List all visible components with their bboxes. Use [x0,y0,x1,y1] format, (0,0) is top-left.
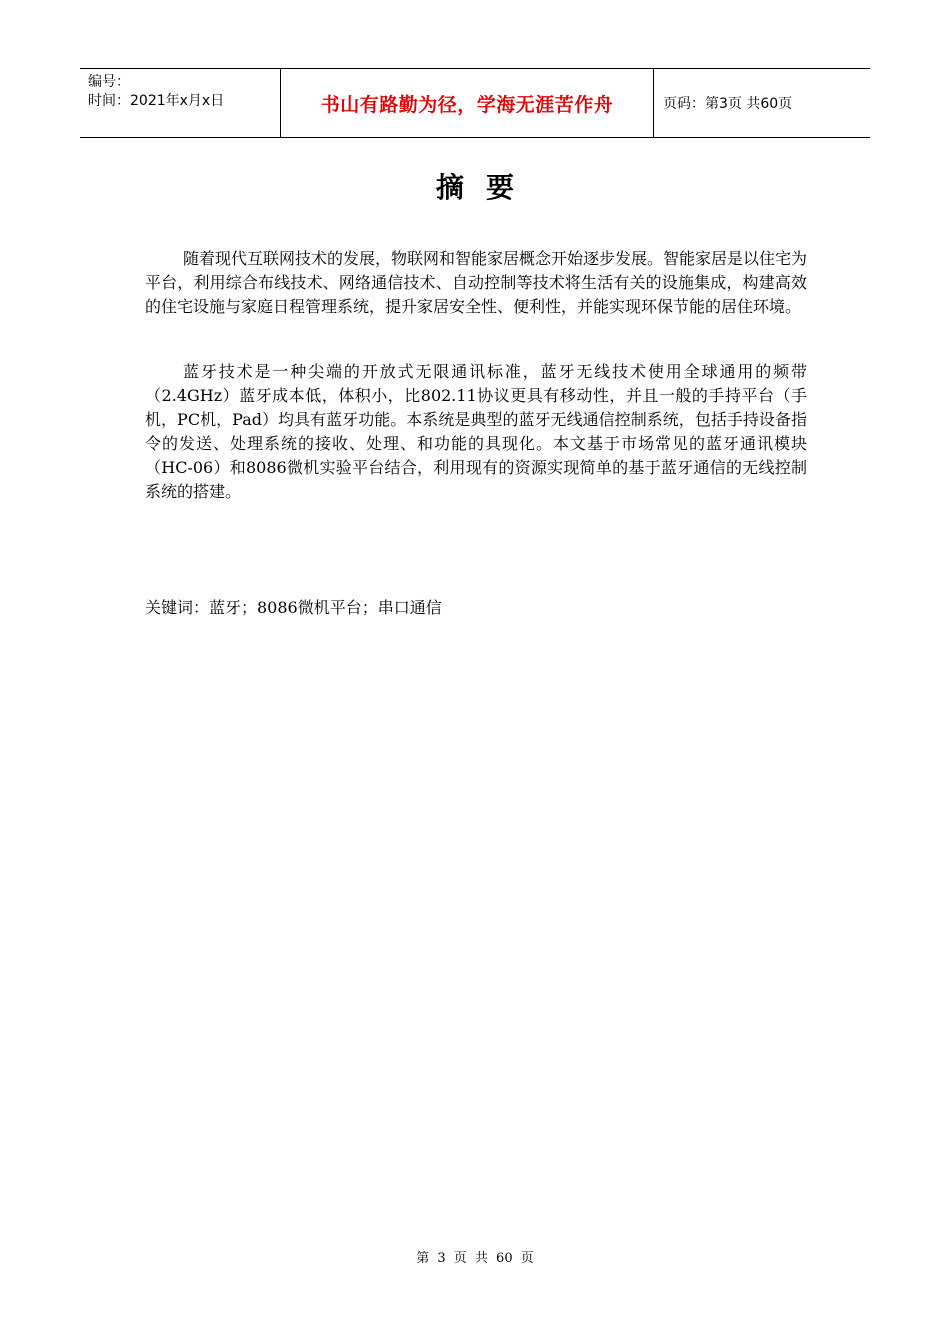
page-header [80,68,870,138]
page-title: 摘要 [435,171,536,204]
serial-label: 编号： [88,74,130,90]
page-footer: 第 3 页 共 60 页 [416,1251,534,1266]
date-label: 时间：2021年x月x日 [88,93,225,109]
header-motto: 书山有路勤为径，学海无涯苦作舟 [281,69,654,137]
abstract-paragraph-2: 蓝牙技术是一种尖端的开放式无限通讯标准，蓝牙无线技术使用全球通用的频带（2.4GHz）蓝牙成本低，体积小，比802.11协议更具有移动性，并且一般的手持平台（手机，PC机，Pad）均具有蓝牙功能。本系统是典型的蓝牙无线通信控制系统，包括手持设备指令的发送、处理系统的接收、处理、和功能的具现化。本文基于市场常见的蓝牙通讯模块（HC-06）和8086微机实验平台结合，利用现有的资源实现简单的基于蓝牙通信的无线控制系统的搭建。 [145,362,807,501]
keywords-line: 关键词：蓝牙；8086微机平台；串口通信 [145,598,442,617]
header-meta [80,69,281,137]
header-page-info: 页码：第3页 共60页 [663,96,793,112]
abstract-paragraph-1: 随着现代互联网技术的发展，物联网和智能家居概念开始逐步发展。智能家居是以住宅为平台，利用综合布线技术、网络通信技术、自动控制等技术将生活有关的设施集成，构建高效的住宅设施与家庭日程管理系统，提升家居安全性、便利性，并能实现环保节能的居住环境。 [145,249,808,316]
